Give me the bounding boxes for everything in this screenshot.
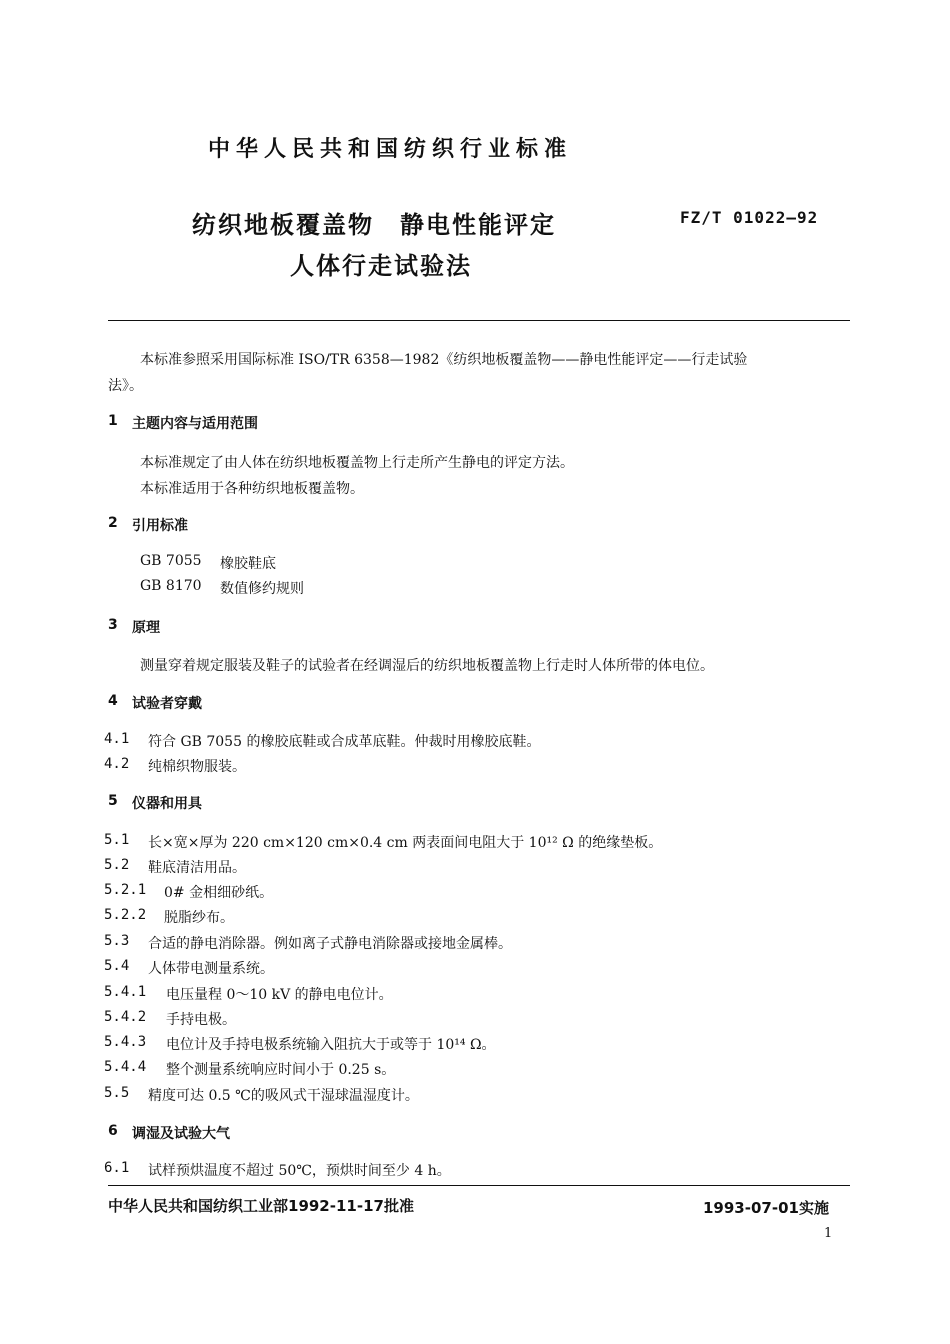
reference-name: 数值修约规则	[220, 581, 304, 597]
section-1-paragraph-1: 本标准规定了由人体在纺织地板覆盖物上行走所产生静电的评定方法。	[140, 455, 574, 471]
section-6-title: 调湿及试验大气	[132, 1126, 230, 1142]
clause-number: 5.4.3	[104, 1034, 147, 1050]
clause-number: 5.2	[104, 857, 130, 873]
clause-text: 电位计及手持电极系统输入阻抗大于或等于 10¹⁴ Ω。	[166, 1037, 496, 1053]
clause-text: 脱脂纱布。	[164, 910, 234, 926]
clause-number: 5.1	[104, 832, 130, 848]
section-2-title: 引用标准	[132, 518, 188, 534]
section-1-number: 1	[108, 413, 118, 429]
section-2-number: 2	[108, 515, 118, 531]
document-title-line-2: 人体行走试验法	[290, 252, 472, 280]
standard-code: FZ/T 01022—92	[680, 208, 819, 227]
standard-organization-header: 中华人民共和国纺织行业标准	[207, 137, 572, 162]
intro-line-1: 本标准参照采用国际标准 ISO/TR 6358—1982《纺织地板覆盖物——静电性能评定——行走试验	[140, 352, 748, 368]
approval-statement: 中华人民共和国纺织工业部1992-11-17批准	[108, 1197, 414, 1215]
section-3-title: 原理	[132, 620, 160, 636]
page-number: 1	[824, 1226, 833, 1241]
clause-text: 人体带电测量系统。	[148, 961, 274, 977]
clause-number: 5.2.2	[104, 907, 147, 923]
header-divider	[108, 320, 850, 321]
section-1-title: 主题内容与适用范围	[132, 416, 258, 432]
clause-text: 精度可达 0.5 ℃的吸风式干湿球温湿度计。	[148, 1088, 419, 1104]
effective-date: 1993-07-01实施	[703, 1199, 829, 1217]
clause-number: 5.4.2	[104, 1009, 147, 1025]
section-5-title: 仪器和用具	[132, 796, 202, 812]
section-6-number: 6	[108, 1123, 118, 1139]
clause-text: 试样预烘温度不超过 50℃，预烘时间至少 4 h。	[148, 1163, 451, 1179]
section-3-paragraph-1: 测量穿着规定服装及鞋子的试验者在经调湿后的纺织地板覆盖物上行走时人体所带的体电位。	[140, 658, 714, 674]
clause-number: 5.3	[104, 933, 130, 949]
section-4-title: 试验者穿戴	[132, 696, 202, 712]
section-1-paragraph-2: 本标准适用于各种纺织地板覆盖物。	[140, 481, 364, 497]
clause-text: 0# 金相细砂纸。	[164, 885, 274, 901]
clause-number: 5.4	[104, 958, 130, 974]
clause-number: 4.1	[104, 731, 130, 747]
clause-text: 长×宽×厚为 220 cm×120 cm×0.4 cm 两表面间电阻大于 10¹² Ω 的绝缘垫板。	[148, 835, 663, 851]
clause-number: 5.5	[104, 1085, 130, 1101]
reference-code: GB 8170	[140, 578, 202, 594]
reference-name: 橡胶鞋底	[220, 556, 276, 572]
clause-text: 合适的静电消除器。例如离子式静电消除器或接地金属棒。	[148, 936, 512, 952]
section-5-number: 5	[108, 793, 118, 809]
reference-code: GB 7055	[140, 553, 202, 569]
clause-number: 6.1	[104, 1160, 130, 1176]
clause-number: 5.2.1	[104, 882, 147, 898]
clause-text: 符合 GB 7055 的橡胶底鞋或合成革底鞋。仲裁时用橡胶底鞋。	[148, 734, 541, 750]
intro-line-2: 法》。	[108, 378, 143, 394]
clause-number: 4.2	[104, 756, 130, 772]
clause-text: 鞋底清洁用品。	[148, 860, 246, 876]
clause-number: 5.4.1	[104, 984, 147, 1000]
clause-text: 纯棉织物服装。	[148, 759, 246, 775]
clause-text: 电压量程 0～10 kV 的静电电位计。	[166, 987, 393, 1003]
clause-number: 5.4.4	[104, 1059, 147, 1075]
section-4-number: 4	[108, 693, 118, 709]
section-3-number: 3	[108, 617, 118, 633]
clause-text: 整个测量系统响应时间小于 0.25 s。	[166, 1062, 396, 1078]
footer-divider	[108, 1185, 850, 1186]
clause-text: 手持电极。	[166, 1012, 236, 1028]
document-title-line-1: 纺织地板覆盖物 静电性能评定	[192, 211, 556, 239]
